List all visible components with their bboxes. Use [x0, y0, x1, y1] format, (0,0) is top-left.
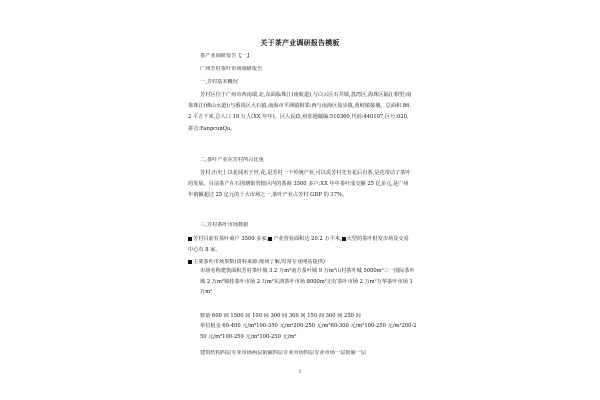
- bullet-2: [188, 259, 420, 266]
- page-number: 1: [298, 370, 302, 375]
- report-label-num: 一】: [241, 53, 252, 59]
- bullet-1-part-a: 芳村目前有茶叶商户 3500 多家,: [193, 236, 269, 242]
- report-label: [188, 53, 420, 60]
- section-2-body: 芳村,历史上以花闻名于世,花,是芳村一个传统产业,可以说芳村先有花后有茶,是花带动了茶叶的发展。目前茶产在石围塘街管辖区内的茶商 3500 多户;XX 年年茶叶成交额 25 亿多元,是广州年销额超过 25 亿元的十大市场之一,茶叶产业占芳村 GDP 的 37%。: [188, 170, 411, 199]
- section-2-heading: 二,茶叶产业在芳村所占比重: [200, 157, 264, 163]
- shop-count-row: 数量 600 间 1500 间 100 间 300 间 300 间 150 间 300 间 250 间: [200, 313, 361, 319]
- bullet-icon: [342, 237, 346, 241]
- bullet-icon: [188, 237, 192, 241]
- bullet-1: [188, 234, 413, 256]
- bullet-1-part-c: 大型的茶叶批发市场及交易中心有 8 家。: [188, 236, 409, 254]
- section-3-heading: 三,芳村茶叶市场数据: [200, 222, 249, 228]
- bullet-icon: [268, 237, 272, 241]
- market-list: 市场名称建筑面积芳村茶叶城 3.2 万m²南方茶叶城 9 万m²山村茶叶城 5000m²三一国际茶叶城 2 万m²锦桂茶叶市场 2 万m²东鸿茶叶市场 8000m²正好茶叶市场 2 万m²万华茶叶市场 1 万m²: [200, 268, 415, 295]
- bullet-icon: [188, 260, 192, 264]
- report-label-prefix: 茶产业调研报告【: [200, 53, 242, 59]
- structure-row: 建筑结构四层专业市场两层街铺四层专业市场四层专业市场一层街铺一层: [200, 350, 367, 356]
- market-report-title: 广州芳村茶叶市场调研报告: [200, 66, 263, 72]
- section-1-heading: 一,芳村基本概况: [200, 79, 238, 85]
- bullet-1-part-b: 产业营业面积达 20.2 万平米,: [273, 236, 342, 242]
- rent-row: 单位租金 60-400 元/m²100-350 元/m²200-250 元/m²60-300 元/m²100-250 元/m²200-250 元/m²100-250 元/m²100-250 元/m²: [200, 323, 417, 340]
- document-title: 关于茶产业调研报告模板: [260, 38, 340, 47]
- bullet-2-text: 主要茶叶市场参数(资料来源:现场了解,时常专业网站提供): [193, 259, 325, 265]
- section-1-body: 芳村区位于广州市西南端,北,东面临珠江(南航道),与白云区石井镇,荔湾区,海珠区隔江相望;南靠珠江(佛山水道);与番禺区大石镇,南海市平洲镇相邻;西与南海区盐步镇,黄岐镇接壤。总面积 86.2 平方千米,总人口 19 万人(XX 年年)。区人民政,府驻地邮编:510360,代码:440107,区号:020,拼音:FangcunQu。: [188, 92, 412, 132]
